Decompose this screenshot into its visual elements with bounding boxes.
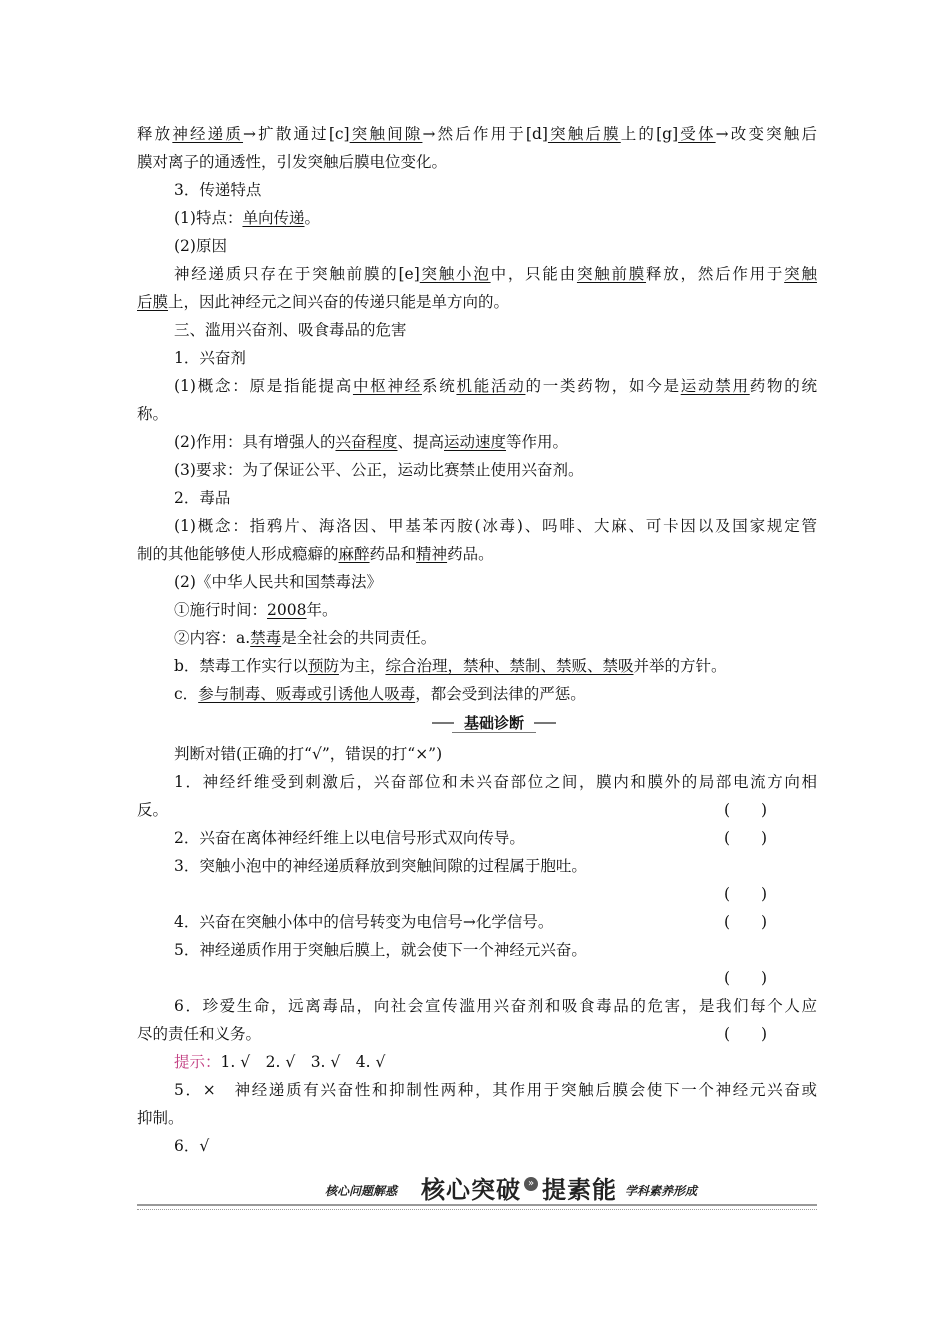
text-run: 释放 [137, 125, 173, 143]
quiz-question: 2．兴奋在离体神经纤维上以电信号形式双向传导。 [174, 829, 525, 847]
text-line: 称。 [137, 405, 169, 423]
text-run: 药物的统 [749, 377, 817, 395]
blank-answer: 兴奋程度 [335, 433, 398, 451]
text-run: 药品。 [447, 545, 494, 563]
text-line [174, 656, 854, 676]
text-line [174, 684, 854, 704]
double-chevron-icon: » [524, 1177, 538, 1191]
quiz-question: 3．突触小泡中的神经递质释放到突触间隙的过程属于胞吐。 [174, 857, 587, 875]
text-run: 的一类药物，如今是 [525, 377, 681, 395]
hint-label: 提示： [174, 1053, 221, 1071]
text-run: 上的[g] [620, 125, 679, 143]
section-heading: 三、滥用兴奋剂、吸食毒品的危害 [174, 321, 407, 339]
quiz-instruction: 判断对错(正确的打“√”，错误的打“×”) [174, 745, 443, 763]
blank-answer: 突触 [784, 265, 817, 283]
answer-line [174, 1052, 854, 1072]
text-line [174, 376, 817, 396]
text-run: c． [174, 685, 199, 703]
answer-line: 抑制。 [137, 1109, 184, 1127]
text-line: (2)原因 [174, 237, 227, 255]
footer-title-1: 核心突破 [421, 1176, 521, 1204]
quiz-question: 5．神经递质作用于突触后膜上，就会使下一个神经元兴奋。 [174, 941, 587, 959]
text-line: (2)《中华人民共和国禁毒法》 [174, 573, 382, 591]
text-run: 系统 [421, 377, 457, 395]
text-run: 是全社会的共同责任。 [281, 629, 437, 647]
blank-answer: 受体 [678, 125, 716, 143]
blank-answer: 精神 [416, 545, 448, 563]
text-run: 中，只能由 [490, 265, 577, 283]
footer-title-2: 提素能 [542, 1176, 617, 1204]
quiz-question: 尽的责任和义务。 [137, 1025, 262, 1043]
section-banner [432, 712, 556, 734]
blank-answer: 后膜 [137, 293, 169, 311]
text-run: →然后作用于[d] [422, 125, 548, 143]
subheading: 3．传递特点 [174, 181, 262, 199]
blank-answer: 机能活动 [456, 377, 526, 395]
blank-answer: 预防 [307, 657, 339, 675]
text-line [137, 544, 817, 564]
text-run: 。 [304, 209, 320, 227]
text-line: (3)要求：为了保证公平、公正，运动比赛禁止使用兴奋剂。 [174, 461, 584, 479]
answer-paren: ( ) [724, 913, 768, 931]
blank-answer: 运动禁用 [680, 377, 750, 395]
blank-answer: 运动速度 [444, 433, 507, 451]
subheading: 1．兴奋剂 [174, 349, 246, 367]
blank-answer: 麻醉 [338, 545, 370, 563]
answer-paren: ( ) [724, 1025, 768, 1043]
quiz-question: 4．兴奋在突触小体中的信号转变为电信号→化学信号。 [174, 913, 554, 931]
text-line [174, 264, 817, 284]
text-run: (1)特点： [174, 209, 243, 227]
answer-line: 6．√ [174, 1137, 210, 1155]
footer-rule [137, 1204, 817, 1210]
answer-paren: ( ) [724, 829, 768, 847]
text-run: 等作用。 [506, 433, 569, 451]
text-run: →改变突触后 [715, 125, 817, 143]
blank-answer: 突触间隙 [349, 125, 423, 143]
text-line [174, 208, 854, 228]
blank-answer: 禁毒 [250, 629, 282, 647]
blank-answer: 参与制毒、贩毒或引诱他人吸毒 [198, 685, 416, 703]
text-line: (1)概念：指鸦片、海洛因、甲基苯丙胺(冰毒)、吗啡、大麻、可卡因以及国家规定管 [174, 517, 817, 535]
footer-banner [137, 1168, 817, 1208]
blank-answer: 神经递质 [172, 125, 244, 143]
text-run: (2)作用：具有增强人的 [174, 433, 336, 451]
quiz-question: 反。 [137, 801, 169, 819]
text-line [174, 600, 854, 620]
text-run: 制的其他能够使人形成瘾癖的 [137, 545, 339, 563]
text-run: 年。 [306, 601, 338, 619]
blank-answer: 2008 [267, 601, 307, 619]
text-run: 释放，然后作用于 [646, 265, 785, 283]
text-run: 神经递质只存在于突触前膜的[e] [174, 265, 420, 283]
blank-answer: 突触前膜 [576, 265, 647, 283]
text-run: 、提高 [397, 433, 444, 451]
text-run: 药品和 [369, 545, 417, 563]
blank-answer: 单向传递 [242, 209, 305, 227]
text-line [174, 432, 854, 452]
blank-answer: 综合治理，禁种、禁制、禁贩、禁吸 [385, 657, 634, 675]
answer-paren: ( ) [724, 969, 768, 987]
text-line: 膜对离子的通透性，引发突触后膜电位变化。 [137, 153, 448, 171]
footer-left-caption: 核心问题解惑 [325, 1184, 398, 1198]
text-line [174, 628, 854, 648]
text-line [137, 292, 817, 312]
text-run: 为主， [338, 657, 386, 675]
quiz-question: 6．珍爱生命，远离毒品，向社会宣传滥用兴奋剂和吸食毒品的危害，是我们每个人应 [174, 997, 817, 1015]
subheading: 2．毒品 [174, 489, 231, 507]
text-run: 并举的方针。 [633, 657, 727, 675]
text-line [137, 124, 817, 144]
quiz-question: 1．神经纤维受到刺激后，兴奋部位和未兴奋部位之间，膜内和膜外的局部电流方向相 [174, 773, 817, 791]
text-run: (1)概念：原是指能提高 [174, 377, 353, 395]
footer-right-caption: 学科素养形成 [625, 1184, 698, 1198]
text-run: ②内容：a. [174, 629, 251, 647]
text-run: →扩散通过[c] [243, 125, 350, 143]
banner-rule-right [534, 722, 556, 724]
text-run: b．禁毒工作实行以 [174, 657, 308, 675]
banner-title: 基础诊断 [463, 714, 524, 732]
text-run: ，都会受到法律的严惩。 [415, 685, 586, 703]
banner-underline [452, 729, 536, 733]
text-run: ①施行时间： [174, 601, 268, 619]
blank-answer: 突触小泡 [419, 265, 491, 283]
banner-rule-left [432, 722, 454, 724]
answer-line: 5．× 神经递质有兴奋性和抑制性两种，其作用于突触后膜会使下一个神经元兴奋或 [174, 1081, 817, 1099]
answer-paren: ( ) [724, 885, 768, 903]
answer-paren: ( ) [724, 801, 768, 819]
blank-answer: 突触后膜 [547, 125, 621, 143]
answer-text: 1. √ 2. √ 3. √ 4. √ [220, 1053, 386, 1071]
text-run: 上，因此神经元之间兴奋的传递只能是单方向的。 [168, 293, 510, 311]
blank-answer: 中枢神经 [352, 377, 422, 395]
